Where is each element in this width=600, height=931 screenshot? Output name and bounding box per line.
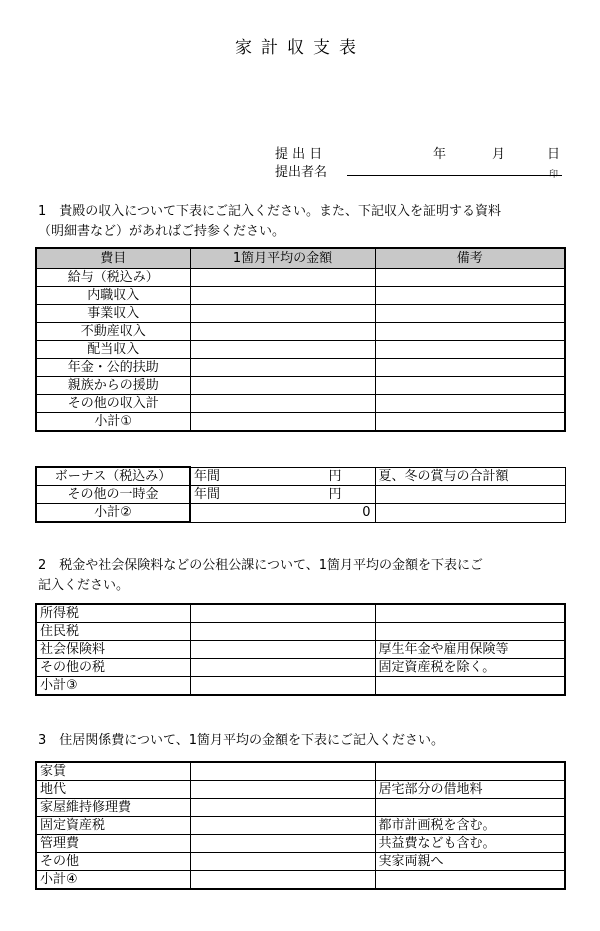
seal-mark: 印 <box>549 170 559 180</box>
note-cell[interactable] <box>375 762 565 781</box>
row-label: 所得税 <box>36 604 190 623</box>
period-amount-cell[interactable] <box>190 467 375 486</box>
amount-cell[interactable] <box>190 604 375 623</box>
table-row <box>36 486 565 504</box>
note-cell[interactable] <box>375 504 565 523</box>
note-cell[interactable] <box>375 395 565 413</box>
amount-cell[interactable] <box>190 323 375 341</box>
row-label: 小計② <box>36 504 190 523</box>
note-cell[interactable]: 共益費なども含む。 <box>375 835 565 853</box>
row-label: 小計④ <box>36 871 190 890</box>
note-cell[interactable] <box>375 341 565 359</box>
table-row <box>36 623 565 641</box>
amount-cell[interactable] <box>190 835 375 853</box>
amount-cell[interactable] <box>190 305 375 323</box>
amount-cell[interactable] <box>190 269 375 287</box>
table-row <box>36 799 565 817</box>
amount-cell[interactable] <box>190 287 375 305</box>
row-label: 内職収入 <box>36 287 190 305</box>
tax-table <box>35 603 566 696</box>
amount-cell[interactable] <box>190 871 375 890</box>
table-row <box>36 641 565 659</box>
period-amount-cell[interactable] <box>190 486 375 504</box>
row-label: 事業収入 <box>36 305 190 323</box>
note-cell[interactable]: 実家両親へ <box>375 853 565 871</box>
table-row <box>36 377 565 395</box>
note-cell[interactable] <box>375 305 565 323</box>
table-row <box>36 359 565 377</box>
amount-cell[interactable] <box>190 623 375 641</box>
amount-cell[interactable] <box>190 377 375 395</box>
table-row <box>36 781 565 799</box>
row-label: 固定資産税 <box>36 817 190 835</box>
table-row <box>36 269 565 287</box>
table-row <box>36 817 565 835</box>
page-title: 家計収支表 <box>235 38 365 58</box>
row-label: 年金・公的扶助 <box>36 359 190 377</box>
row-label: その他 <box>36 853 190 871</box>
amount-cell[interactable] <box>190 413 375 432</box>
table-row <box>36 853 565 871</box>
row-label: その他の税 <box>36 659 190 677</box>
housing-table <box>35 761 566 890</box>
table-row <box>36 287 565 305</box>
period-label: 年間 <box>194 487 221 502</box>
subtotal-amount: 0 <box>362 505 371 521</box>
note-cell[interactable] <box>375 377 565 395</box>
table-row <box>36 341 565 359</box>
table-row <box>36 604 565 623</box>
amount-cell[interactable] <box>190 677 375 696</box>
row-label: 住民税 <box>36 623 190 641</box>
amount-cell[interactable] <box>190 659 375 677</box>
subtotal-row <box>36 871 565 890</box>
table-row <box>36 659 565 677</box>
table-row <box>36 395 565 413</box>
section2-heading <box>38 556 483 596</box>
note-cell[interactable]: 厚生年金や雇用保険等 <box>375 641 565 659</box>
row-label: 小計① <box>36 413 190 432</box>
amount-cell[interactable] <box>190 762 375 781</box>
submission-date-label: 提 出 日 <box>275 147 323 162</box>
day-label: 日 <box>547 147 561 162</box>
period-label: 年間 <box>194 468 221 484</box>
row-label: 家賃 <box>36 762 190 781</box>
row-label: 社会保険料 <box>36 641 190 659</box>
note-cell[interactable] <box>375 604 565 623</box>
note-cell[interactable]: 都市計画税を含む。 <box>375 817 565 835</box>
note-cell[interactable] <box>375 677 565 696</box>
note-cell[interactable] <box>375 871 565 890</box>
section2-heading-line1: 2 税金や社会保険料などの公租公課について、1箇月平均の金額を下表にご <box>38 558 484 573</box>
row-label: 管理費 <box>36 835 190 853</box>
note-cell[interactable] <box>375 799 565 817</box>
header-item: 費目 <box>36 248 190 269</box>
note-cell[interactable] <box>375 287 565 305</box>
row-label: 不動産収入 <box>36 323 190 341</box>
subtotal-row <box>36 677 565 696</box>
section2-heading-line2: 記入ください。 <box>38 578 130 593</box>
row-label: その他の一時金 <box>36 486 190 504</box>
table-row <box>36 762 565 781</box>
row-label: 家屋維持修理費 <box>36 799 190 817</box>
row-label: 地代 <box>36 781 190 799</box>
section3-heading: 3 住居関係費について、1箇月平均の金額を下表にご記入ください。 <box>38 733 445 748</box>
row-label: 親族からの援助 <box>36 377 190 395</box>
table-row <box>36 323 565 341</box>
subtotal-row <box>36 504 565 523</box>
income-table <box>35 247 566 432</box>
note-cell[interactable] <box>375 486 565 504</box>
amount-cell[interactable] <box>190 853 375 871</box>
note-cell[interactable] <box>375 623 565 641</box>
amount-cell[interactable] <box>190 395 375 413</box>
table-row <box>36 835 565 853</box>
row-label: 配当収入 <box>36 341 190 359</box>
bonus-table <box>35 466 566 523</box>
subtotal-row <box>36 413 565 432</box>
section1-heading-line2: （明細書など）があればご持参ください。 <box>38 224 286 239</box>
section1-heading <box>38 202 501 242</box>
note-cell[interactable] <box>375 359 565 377</box>
submitter-name-label: 提出者名 <box>275 165 328 180</box>
note-cell[interactable] <box>375 269 565 287</box>
yen-unit: 円 <box>328 487 342 502</box>
note-cell[interactable]: 夏、冬の賞与の合計額 <box>375 467 565 486</box>
submitter-name-field[interactable] <box>347 175 562 176</box>
note-cell[interactable]: 固定資産税を除く。 <box>375 659 565 677</box>
income-table-header <box>36 248 565 269</box>
table-row <box>36 305 565 323</box>
row-label: その他の収入計 <box>36 395 190 413</box>
subtotal-value[interactable] <box>190 504 375 523</box>
month-label: 月 <box>492 147 506 162</box>
row-label: ボーナス（税込み） <box>36 467 190 486</box>
note-cell[interactable] <box>375 323 565 341</box>
note-cell[interactable] <box>375 413 565 432</box>
amount-cell[interactable] <box>190 641 375 659</box>
amount-cell[interactable] <box>190 817 375 835</box>
amount-cell[interactable] <box>190 359 375 377</box>
row-label: 給与（税込み） <box>36 269 190 287</box>
amount-cell[interactable] <box>190 781 375 799</box>
header-monthly-amount: 1箇月平均の金額 <box>190 248 375 269</box>
section1-heading-line1: 1 貴殿の収入について下表にご記入ください。また、下記収入を証明する資料 <box>38 204 502 219</box>
amount-cell[interactable] <box>190 341 375 359</box>
note-cell[interactable]: 居宅部分の借地料 <box>375 781 565 799</box>
amount-cell[interactable] <box>190 799 375 817</box>
submission-date-row <box>275 143 575 161</box>
row-label: 小計③ <box>36 677 190 696</box>
table-row <box>36 467 565 486</box>
year-label: 年 <box>433 147 447 162</box>
yen-unit: 円 <box>328 468 342 484</box>
header-note: 備考 <box>375 248 565 269</box>
